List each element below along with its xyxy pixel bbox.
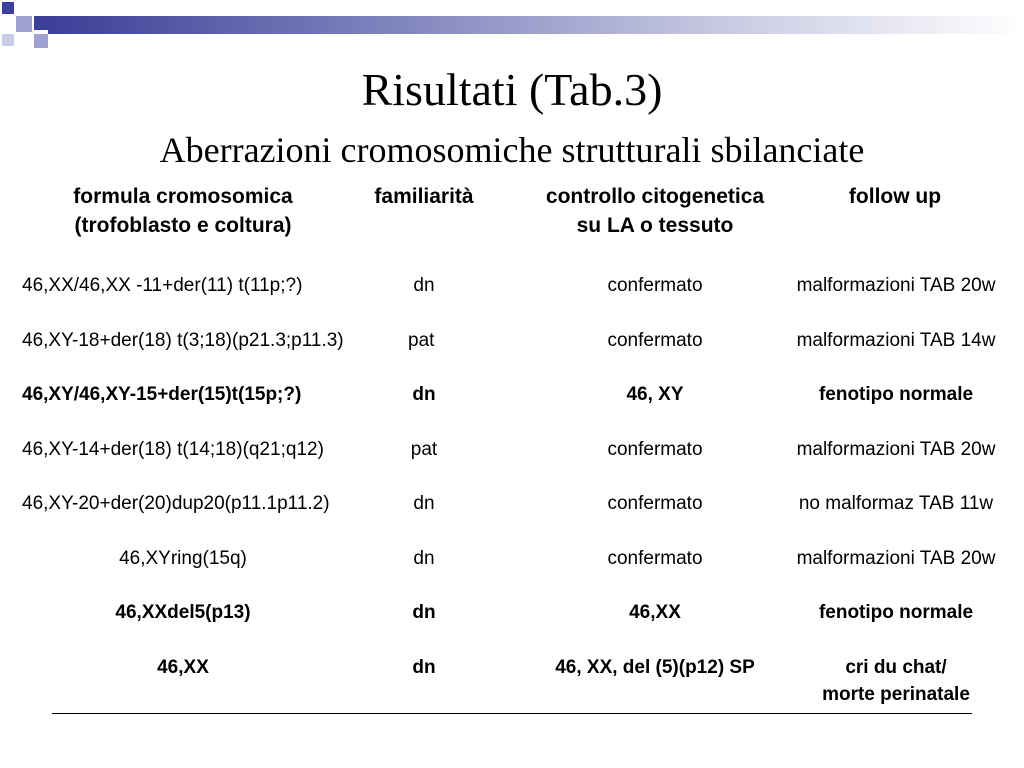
- cell-followup: malformazioni TAB 20w: [796, 439, 996, 460]
- deco-square: [2, 34, 14, 46]
- deco-square: [2, 2, 14, 14]
- header-followup: [800, 182, 990, 211]
- slide-title: Risultati (Tab.3): [361, 64, 663, 115]
- cell-formula: 46,XY-14+der(18) t(14;18)(q21;q12): [22, 439, 324, 460]
- header-controllo-line2: su LA o tessuto: [576, 214, 734, 237]
- header-followup-line1: follow up: [848, 185, 942, 208]
- cell-followup: fenotipo normale: [818, 602, 974, 623]
- cell-controllo: confermato: [607, 275, 703, 296]
- header-familiarita-line1: familiarità: [374, 185, 474, 208]
- cell-familiarita: pat: [408, 330, 435, 351]
- cell-controllo: confermato: [607, 330, 703, 351]
- cell-followup: malformazioni TAB 20w: [796, 548, 996, 569]
- gradient-band: [48, 16, 1024, 34]
- cell-familiarita: dn: [412, 602, 436, 623]
- cell-controllo: confermato: [607, 439, 703, 460]
- header-familiarita: [354, 182, 494, 211]
- table-bottom-rule: [52, 713, 972, 714]
- header-controllo: [505, 182, 805, 240]
- deco-square: [34, 16, 48, 30]
- cell-followup: no malformaz TAB 11w: [798, 493, 994, 514]
- cell-controllo: 46,XX: [629, 602, 681, 623]
- cell-followup: malformazioni TAB 20w: [796, 275, 996, 296]
- cell-formula: 46,XY-20+der(20)dup20(p11.1p11.2): [22, 493, 330, 514]
- cell-followup: fenotipo normale: [818, 384, 974, 405]
- cell-formula: 46,XX: [157, 657, 209, 678]
- deco-square: [16, 16, 32, 32]
- cell-familiarita: pat: [410, 439, 438, 460]
- cell-formula: 46,XX/46,XX -11+der(11) t(11p;?): [22, 275, 303, 296]
- cell-formula: 46,XXdel5(p13): [115, 602, 251, 623]
- cell-controllo: 46, XX, del (5)(p12) SP: [555, 657, 755, 678]
- cell-followup: malformazioni TAB 14w: [796, 330, 996, 351]
- deco-square: [34, 34, 48, 48]
- header-formula-line2: (trofoblasto e coltura): [74, 214, 292, 237]
- cell-controllo: confermato: [607, 548, 703, 569]
- header-formula-line1: formula cromosomica: [73, 185, 293, 208]
- cell-followup-line2: morte perinatale: [822, 684, 970, 705]
- cell-controllo: confermato: [607, 493, 703, 514]
- header-formula: [22, 182, 344, 240]
- cell-familiarita: dn: [413, 548, 435, 569]
- cell-formula: 46,XY/46,XY-15+der(15)t(15p;?): [22, 384, 302, 405]
- cell-controllo: 46, XY: [626, 384, 684, 405]
- cell-familiarita: dn: [413, 493, 435, 514]
- cell-formula: 46,XYring(15q): [119, 548, 247, 569]
- cell-familiarita: dn: [412, 657, 436, 678]
- cell-familiarita: dn: [412, 384, 436, 405]
- header-controllo-line1: controllo citogenetica: [545, 185, 765, 208]
- slide-subtitle: Aberrazioni cromosomiche strutturali sbilanciate: [159, 130, 865, 170]
- cell-followup: cri du chat/: [845, 657, 947, 678]
- cell-formula: 46,XY-18+der(18) t(3;18)(p21.3;p11.3): [22, 330, 344, 351]
- cell-familiarita: dn: [413, 275, 435, 296]
- header-decoration: [0, 0, 1024, 50]
